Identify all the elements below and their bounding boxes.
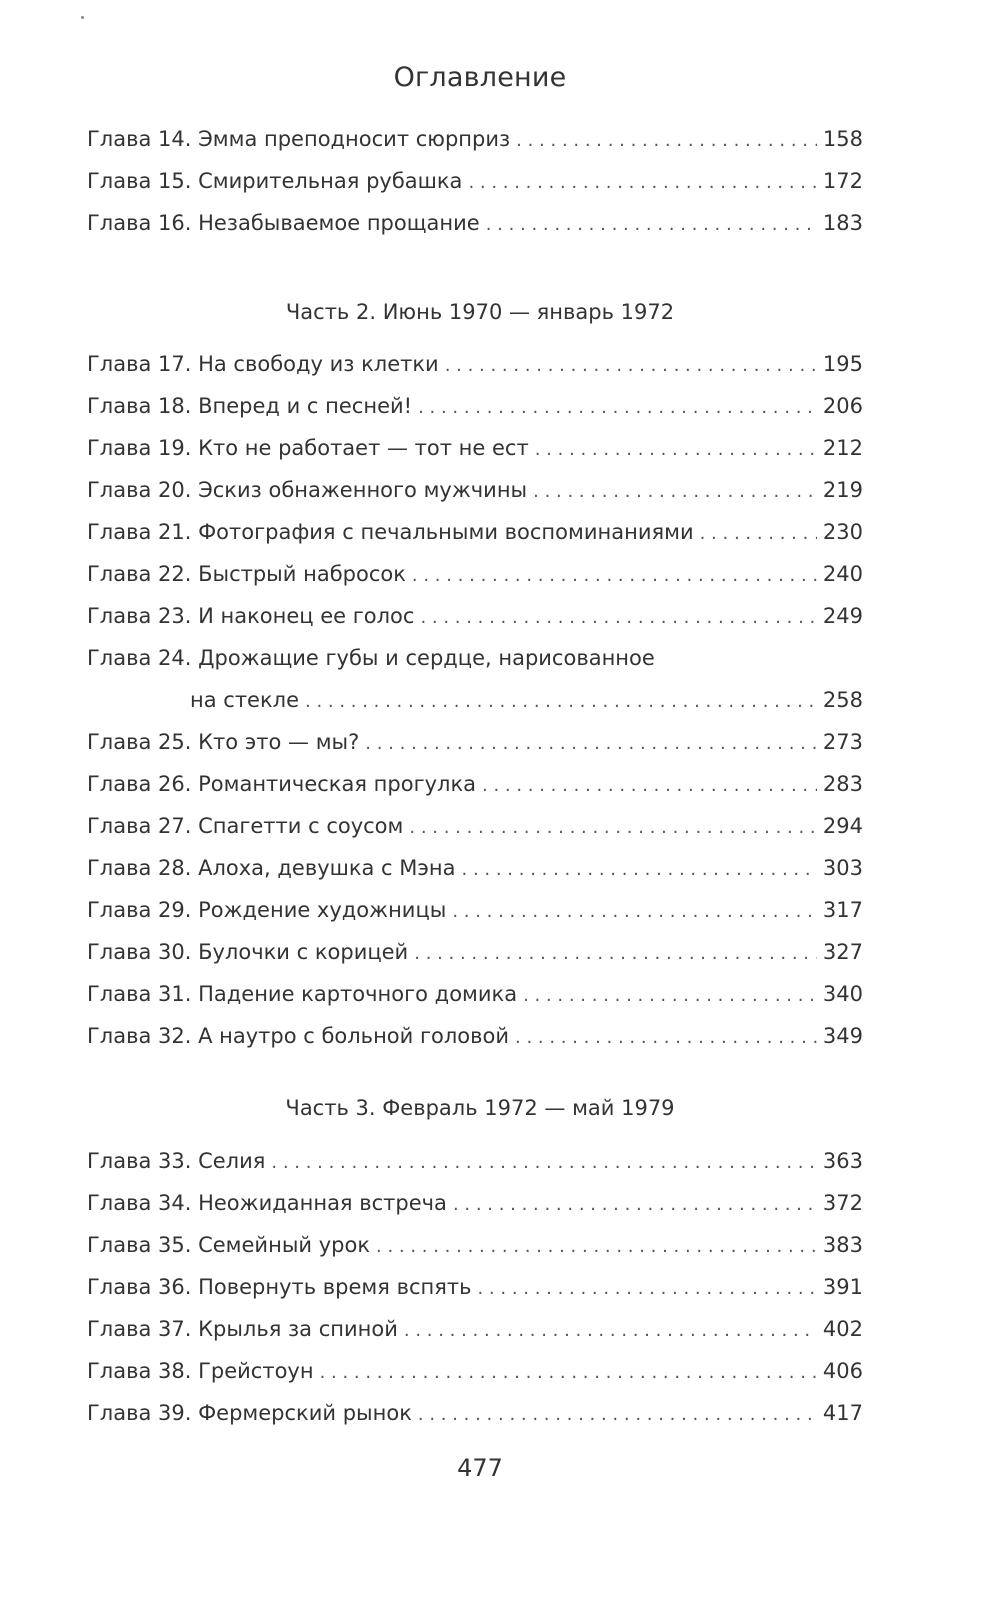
chapter-page: 372 bbox=[822, 1191, 863, 1215]
toc-entry bbox=[87, 118, 863, 160]
chapter-page: 195 bbox=[822, 352, 863, 376]
toc-entry bbox=[87, 1140, 863, 1182]
toc-part-2 bbox=[87, 343, 863, 1057]
leader-dots bbox=[533, 471, 817, 513]
leader-dots bbox=[414, 933, 817, 975]
chapter-page: 158 bbox=[822, 127, 863, 151]
toc-entry bbox=[87, 1350, 863, 1392]
leader-dots bbox=[418, 1394, 817, 1436]
chapter-title: Глава 34. Неожиданная встреча bbox=[87, 1191, 447, 1215]
leader-dots bbox=[376, 1226, 817, 1268]
toc-entry-continuation bbox=[87, 679, 863, 721]
chapter-title: Глава 14. Эмма преподносит сюрприз bbox=[87, 127, 511, 151]
chapter-page: 219 bbox=[822, 478, 863, 502]
page-number: 477 bbox=[457, 1454, 503, 1482]
chapter-page: 340 bbox=[822, 982, 863, 1006]
chapter-title: Глава 37. Крылья за спиной bbox=[87, 1317, 398, 1341]
toc-entry bbox=[87, 1224, 863, 1266]
toc-entry bbox=[87, 1266, 863, 1308]
chapter-page: 240 bbox=[822, 562, 863, 586]
paper-speck bbox=[81, 16, 84, 19]
chapter-page: 212 bbox=[822, 436, 863, 460]
chapter-title: Глава 18. Вперед и с песней! bbox=[87, 394, 413, 418]
chapter-title: Глава 39. Фермерский рынок bbox=[87, 1401, 412, 1425]
leader-dots bbox=[468, 162, 816, 204]
toc-entry bbox=[87, 763, 863, 805]
chapter-page: 417 bbox=[822, 1401, 863, 1425]
leader-dots bbox=[523, 975, 817, 1017]
chapter-title: Глава 25. Кто это — мы? bbox=[87, 730, 360, 754]
toc-entry bbox=[87, 1182, 863, 1224]
toc-entry bbox=[87, 1308, 863, 1350]
toc-part-3 bbox=[87, 1140, 863, 1434]
chapter-title: Глава 20. Эскиз обнаженного мужчины bbox=[87, 478, 528, 502]
leader-dots bbox=[412, 555, 817, 597]
chapter-page: 258 bbox=[822, 688, 863, 712]
toc-entry bbox=[87, 427, 863, 469]
chapter-page: 294 bbox=[822, 814, 863, 838]
leader-dots bbox=[271, 1142, 817, 1184]
toc-entry bbox=[87, 847, 863, 889]
chapter-page: 383 bbox=[822, 1233, 863, 1257]
chapter-page: 172 bbox=[822, 169, 863, 193]
chapter-page: 317 bbox=[822, 898, 863, 922]
chapter-title: Глава 32. А наутро с больной головой bbox=[87, 1024, 509, 1048]
chapter-page: 363 bbox=[822, 1149, 863, 1173]
chapter-title: Глава 33. Селия bbox=[87, 1149, 266, 1173]
part-3-title: Часть 3. Февраль 1972 — май 1979 bbox=[285, 1096, 675, 1120]
chapter-title-continuation: на стекле bbox=[190, 688, 299, 712]
chapter-title: Глава 26. Романтическая прогулка bbox=[87, 772, 477, 796]
chapter-page: 206 bbox=[822, 394, 863, 418]
leader-dots bbox=[445, 345, 817, 387]
toc-entry bbox=[87, 1392, 863, 1434]
chapter-title: Глава 38. Грейстоун bbox=[87, 1359, 314, 1383]
leader-dots bbox=[320, 1352, 817, 1394]
chapter-page: 327 bbox=[822, 940, 863, 964]
toc-entry bbox=[87, 595, 863, 637]
leader-dots bbox=[452, 891, 817, 933]
chapter-title: Глава 23. И наконец ее голос bbox=[87, 604, 415, 628]
chapter-title: Глава 21. Фотография с печальными воспоминаниями bbox=[87, 520, 694, 544]
chapter-title: Глава 24. Дрожащие губы и сердце, нарисованное bbox=[87, 646, 655, 670]
leader-dots bbox=[453, 1184, 817, 1226]
leader-dots bbox=[420, 597, 816, 639]
toc-entry bbox=[87, 511, 863, 553]
toc-entry bbox=[87, 160, 863, 202]
chapter-page: 230 bbox=[822, 520, 863, 544]
chapter-title: Глава 27. Спагетти с соусом bbox=[87, 814, 404, 838]
chapter-title: Глава 22. Быстрый набросок bbox=[87, 562, 406, 586]
leader-dots bbox=[700, 513, 817, 555]
toc-entry bbox=[87, 343, 863, 385]
toc-entry bbox=[87, 553, 863, 595]
leader-dots bbox=[462, 849, 817, 891]
toc-entry bbox=[87, 889, 863, 931]
leader-dots bbox=[482, 765, 817, 807]
leader-dots bbox=[516, 120, 817, 162]
chapter-page: 183 bbox=[822, 211, 863, 235]
leader-dots bbox=[409, 807, 817, 849]
page-title: Оглавление bbox=[393, 62, 567, 93]
toc-entry bbox=[87, 1015, 863, 1057]
chapter-title: Глава 28. Алоха, девушка с Мэна bbox=[87, 856, 456, 880]
toc-entry-first-line bbox=[87, 637, 863, 679]
chapter-page: 349 bbox=[822, 1024, 863, 1048]
chapter-title: Глава 31. Падение карточного домика bbox=[87, 982, 518, 1006]
toc-entry bbox=[87, 721, 863, 763]
toc-section-1 bbox=[87, 118, 863, 244]
leader-dots bbox=[486, 204, 817, 246]
chapter-title: Глава 35. Семейный урок bbox=[87, 1233, 371, 1257]
chapter-page: 391 bbox=[822, 1275, 863, 1299]
chapter-page: 273 bbox=[822, 730, 863, 754]
chapter-title: Глава 36. Повернуть время вспять bbox=[87, 1275, 472, 1299]
chapter-page: 249 bbox=[822, 604, 863, 628]
toc-entry bbox=[87, 805, 863, 847]
part-2-title: Часть 2. Июнь 1970 — январь 1972 bbox=[285, 300, 675, 324]
chapter-title: Глава 19. Кто не работает — тот не ест bbox=[87, 436, 529, 460]
leader-dots bbox=[515, 1017, 817, 1059]
leader-dots bbox=[305, 681, 817, 723]
toc-entry bbox=[87, 973, 863, 1015]
chapter-title: Глава 16. Незабываемое прощание bbox=[87, 211, 480, 235]
leader-dots bbox=[418, 387, 817, 429]
chapter-title: Глава 29. Рождение художницы bbox=[87, 898, 447, 922]
toc-entry bbox=[87, 385, 863, 427]
leader-dots bbox=[535, 429, 817, 471]
chapter-page: 283 bbox=[822, 772, 863, 796]
chapter-title: Глава 17. На свободу из клетки bbox=[87, 352, 439, 376]
leader-dots bbox=[365, 723, 817, 765]
leader-dots bbox=[404, 1310, 817, 1352]
chapter-page: 303 bbox=[822, 856, 863, 880]
chapter-title: Глава 15. Смирительная рубашка bbox=[87, 169, 463, 193]
chapter-page: 402 bbox=[822, 1317, 863, 1341]
chapter-page: 406 bbox=[822, 1359, 863, 1383]
leader-dots bbox=[477, 1268, 816, 1310]
toc-entry bbox=[87, 469, 863, 511]
chapter-title: Глава 30. Булочки с корицей bbox=[87, 940, 409, 964]
toc-entry bbox=[87, 202, 863, 244]
toc-entry bbox=[87, 931, 863, 973]
